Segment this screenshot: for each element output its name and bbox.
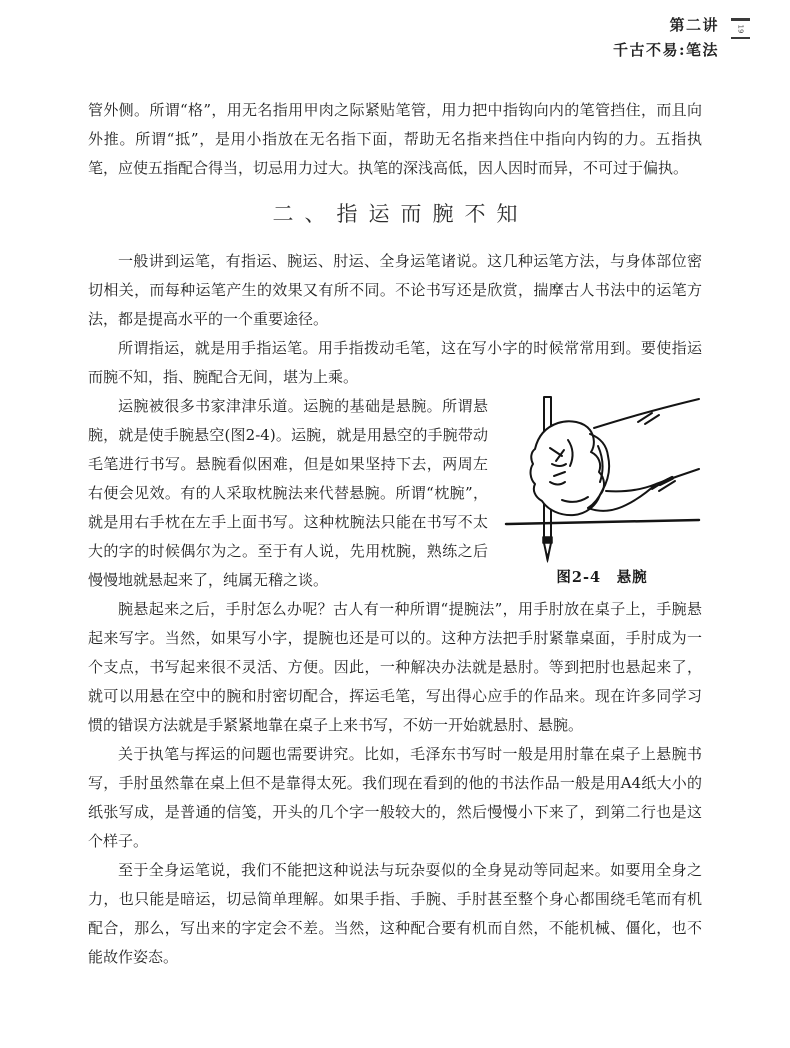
figure-wrap-section <box>88 392 702 740</box>
paragraph-1: 管外侧。所谓“格”，用无名指用甲肉之际紧贴笔管，用力把中指钩向内的笔管挡住，而且向外推。所谓“抵”，是用小指放在无名指下面，帮助无名指来挡住中指向内钩的力。五指执笔，应使五指配合得当，切忌用力过大。执笔的深浅高低，因人因时而异，不可过于偏执。 <box>88 101 702 177</box>
figure-caption: 图2-4 悬腕 <box>556 569 648 586</box>
page-body <box>88 96 702 972</box>
table-line <box>506 520 699 524</box>
running-head-text <box>613 13 719 63</box>
marker-rule-top <box>731 18 750 21</box>
paragraph-2: 一般讲到运笔，有指运、腕运、肘运、全身运笔诸说。这几种运笔方法，与身体部位密切相关，而每种运笔产生的效果又有所不同。不论书写还是欣赏，揣摩古人书法中的运笔方法，都是提高水平的一个重要途径。 <box>88 252 702 328</box>
arm-lines <box>588 399 699 511</box>
paragraph-4: 运腕被很多书家津津乐道。运腕的基础是悬腕。所谓悬腕，就是使手腕悬空(图2-4)。运腕，就是用悬空的手腕带动毛笔进行书写。悬腕看似困难，但是如果坚持下去，两周左右便会见效。有的人采取枕腕法来代替悬腕。所谓“枕腕”，就是用右手枕在左手上面书写。这种枕腕法只能在书写不太大的字的时候偶尔为之。至于有人说，先用枕腕，熟练之后慢慢地就悬起来了，纯属无稽之谈。 <box>88 397 488 589</box>
marker-rule-bottom <box>731 37 750 40</box>
page-header <box>613 13 750 63</box>
page-number: 19 <box>735 24 744 33</box>
brush-tip-point <box>546 554 549 562</box>
figure-2-4 <box>502 394 702 588</box>
chapter-title: 千古不易:笔法 <box>612 41 719 59</box>
chapter-label: 第二讲 <box>669 16 719 34</box>
page-number-marker <box>730 13 750 39</box>
paragraph-6: 关于执笔与挥运的问题也需要讲究。比如，毛泽东书写时一般是用肘靠在桌子上悬腕书写，手肘虽然靠在桌上但不是靠得太死。我们现在看到的他的书法作品一般是用A4纸大小的纸张写成，是普通的信笺，开头的几个字一般较大的，然后慢慢小下来了，到第二行也是这个样子。 <box>88 745 702 850</box>
paragraph-3: 所谓指运，就是用手指运笔。用手指拨动毛笔，这在写小字的时候常常用到。要使指运而腕不知，指、腕配合无间，堪为上乘。 <box>88 339 702 386</box>
section-heading: 二、指运而腕不知 <box>272 202 529 226</box>
paragraph-5: 腕悬起来之后，手肘怎么办呢？古人有一种所谓“提腕法”，用手肘放在桌子上，手腕悬起来写字。当然，如果写小字，提腕也还是可以的。这种方法把手肘紧靠桌面，手肘成为一个支点，书写起来很不灵活、方便。因此，一种解决办法就是悬肘。等到把肘也悬起来了，就可以用悬在空中的腕和肘密切配合，挥运毛笔，写出得心应手的作品来。现在许多同学习惯的错误方法就是手紧紧地靠在桌子上来书写，不妨一开始就悬肘、悬腕。 <box>88 600 702 734</box>
paragraph-7: 至于全身运笔说，我们不能把这种说法与玩杂耍似的全身晃动等同起来。如要用全身之力，也只能是暗运，切忌简单理解。如果手指、手腕、手肘甚至整个身心都围绕毛笔而有机配合，那么，写出来的字定会不差。当然，这种配合要有机而自然，不能机械、僵化，也不能故作姿态。 <box>88 861 702 966</box>
suspended-wrist-illustration <box>502 394 702 566</box>
